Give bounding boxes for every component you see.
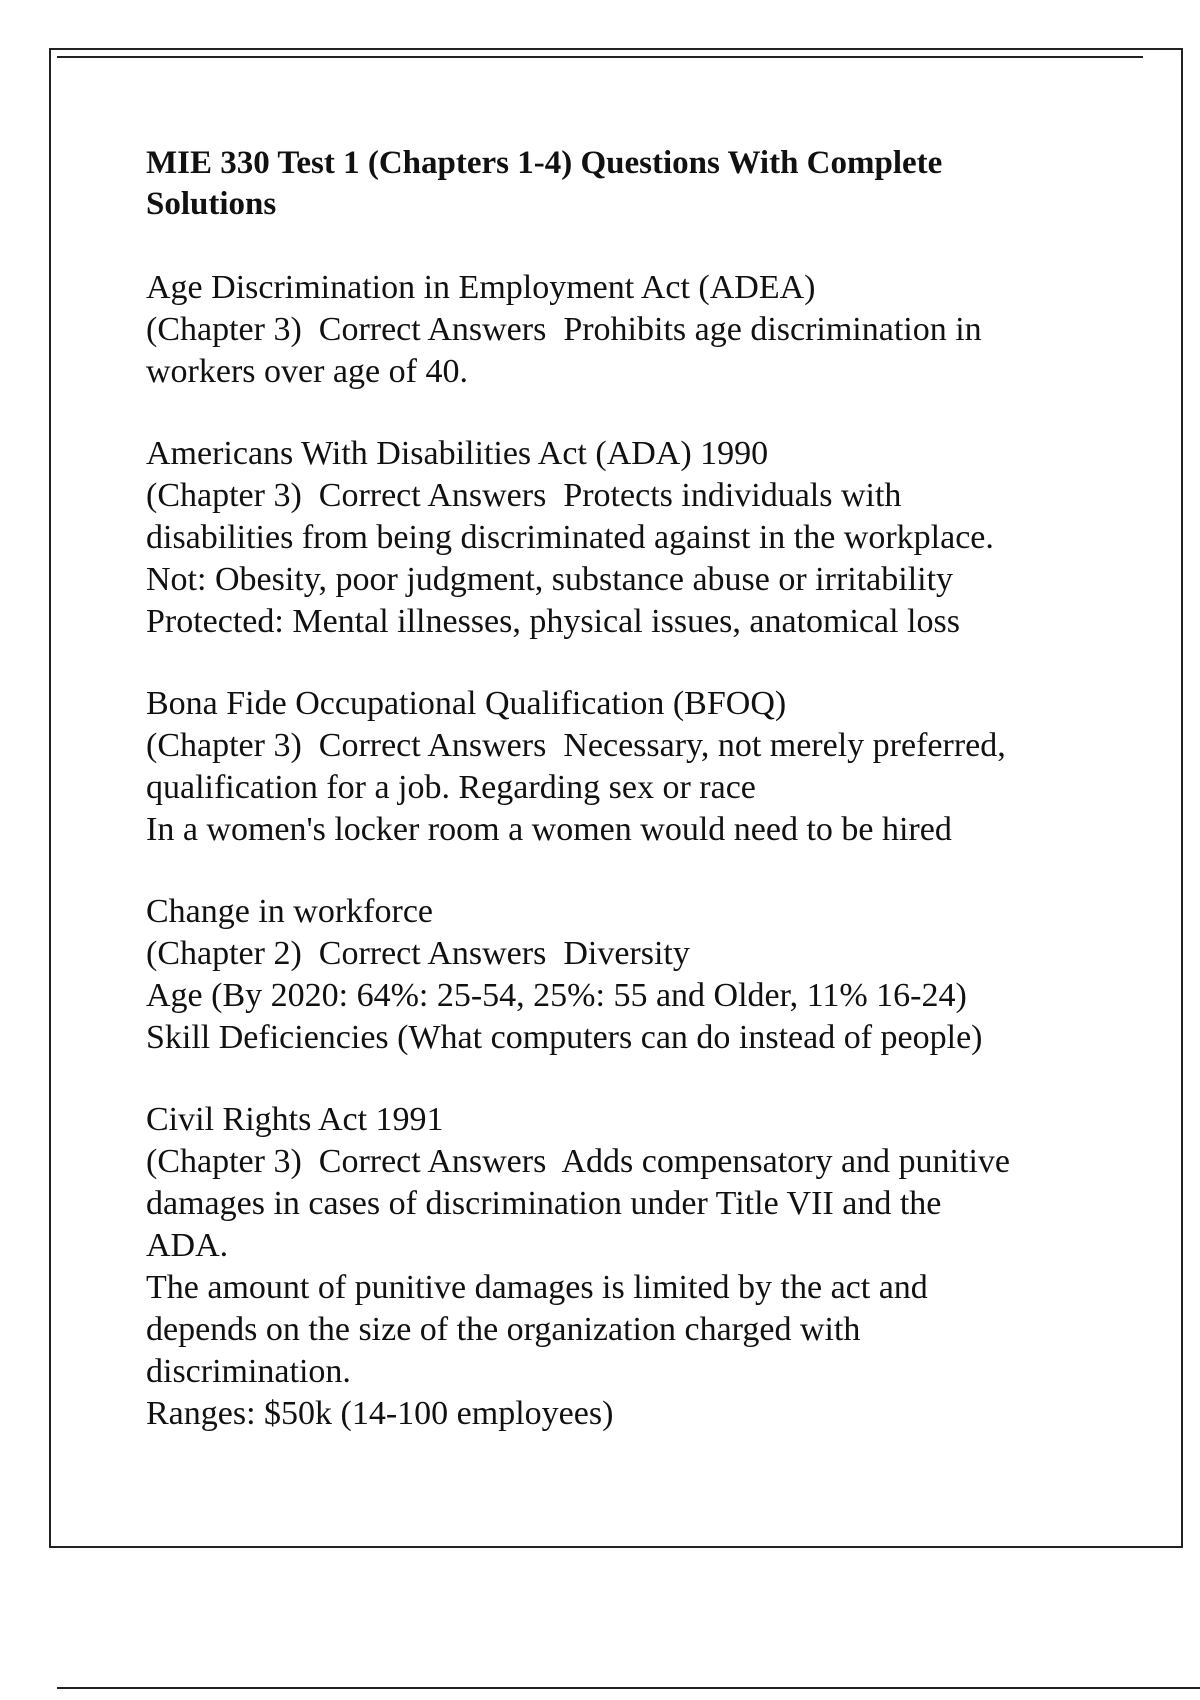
entry-text: qualification for a job. Regarding sex or race (146, 769, 756, 806)
entry-text: (Chapter 3) Correct Answers Necessary, not merely preferred, (146, 727, 1006, 764)
entry-civil-rights (146, 1099, 1106, 1435)
entry-text: (Chapter 3) Correct Answers Adds compensatory and punitive (146, 1143, 1010, 1180)
entry-text: ADA. (146, 1227, 229, 1264)
entry-text: workers over age of 40. (146, 353, 468, 390)
header-rule (57, 56, 1143, 58)
document-body (146, 143, 1106, 1475)
title-line: Solutions (146, 186, 277, 222)
entry-adea (146, 267, 1106, 393)
title-line: MIE 330 Test 1 (Chapters 1-4) Questions With Complete (146, 145, 943, 181)
entry-text: (Chapter 2) Correct Answers Diversity (146, 935, 690, 972)
entry-term: Americans With Disabilities Act (ADA) 1990 (146, 435, 769, 472)
entry-text: In a women's locker room a women would need to be hired (146, 811, 952, 848)
entry-text: Protected: Mental illnesses, physical issues, anatomical loss (146, 603, 960, 640)
entry-text: disabilities from being discriminated against in the workplace. (146, 519, 994, 556)
footer-rule (57, 1687, 1200, 1689)
document-title (146, 143, 1106, 225)
entry-text: (Chapter 3) Correct Answers Protects individuals with (146, 477, 902, 514)
entry-workforce (146, 891, 1106, 1059)
entry-text: Skill Deficiencies (What computers can do instead of people) (146, 1019, 983, 1056)
entry-text: Ranges: $50k (14-100 employees) (146, 1395, 614, 1432)
entry-text: Not: Obesity, poor judgment, substance abuse or irritability (146, 561, 954, 598)
entry-ada (146, 433, 1106, 643)
entry-term: Age Discrimination in Employment Act (ADEA) (146, 269, 816, 306)
entry-text: Age (By 2020: 64%: 25-54, 25%: 55 and Older, 11% 16-24) (146, 977, 967, 1014)
entry-bfoq (146, 683, 1106, 851)
entry-term: Bona Fide Occupational Qualification (BFOQ) (146, 685, 787, 722)
entry-term: Civil Rights Act 1991 (146, 1101, 444, 1138)
entry-text: depends on the size of the organization charged with (146, 1311, 861, 1348)
entry-term: Change in workforce (146, 893, 434, 930)
entry-text: discrimination. (146, 1353, 351, 1390)
entry-text: damages in cases of discrimination under Title VII and the (146, 1185, 942, 1222)
entry-text: (Chapter 3) Correct Answers Prohibits age discrimination in (146, 311, 982, 348)
entry-text: The amount of punitive damages is limited by the act and (146, 1269, 928, 1306)
